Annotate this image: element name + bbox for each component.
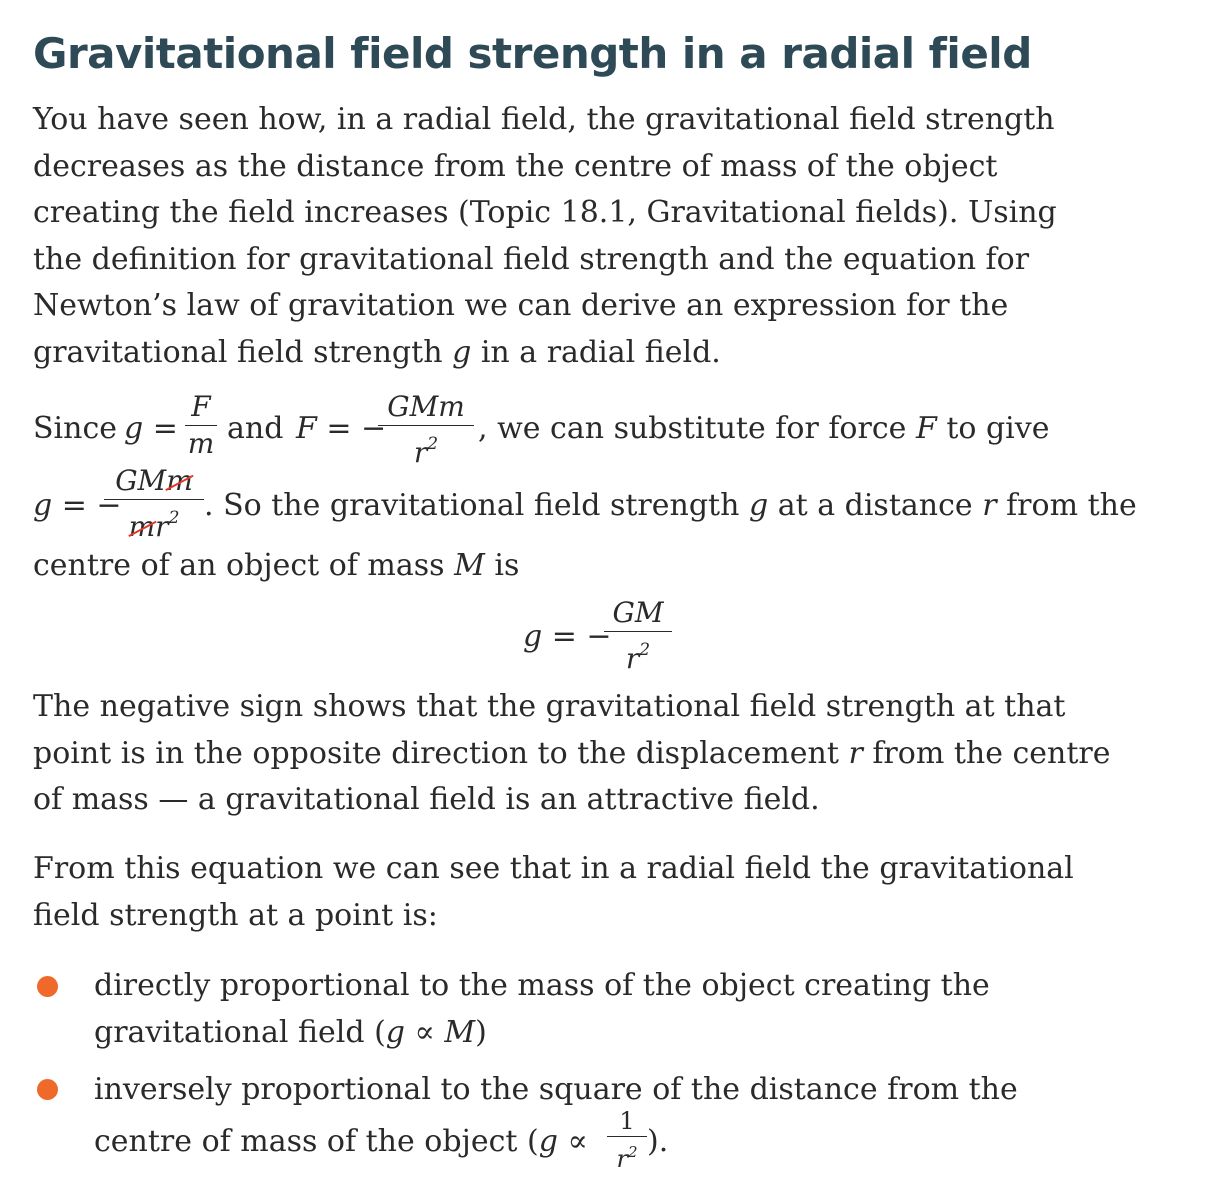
comma-text: , we can substitute for force (478, 411, 907, 446)
fraction-f-over-m (185, 391, 217, 460)
summary-line-1: From this equation we can see that in a radial field the gravitational (33, 851, 1074, 886)
explanation-paragraph (33, 684, 1111, 824)
to-give-text: to give (946, 411, 1050, 446)
fraction-denominator (604, 634, 672, 675)
intro-line-6-post: in a radial field. (471, 334, 721, 370)
at-distance-text: at a distance (777, 488, 973, 523)
intro-line-5: Newton’s law of gravitation we can derive an expression for the (33, 288, 1009, 323)
centre-of-object-text: centre of an object of mass (33, 548, 445, 583)
denominator-exponent: 2 (639, 640, 651, 660)
intro-var-g: g (452, 334, 472, 370)
derivation-so-text (204, 488, 1137, 524)
bullet-1-math: g ∝ M (385, 1014, 476, 1050)
intro-line-6-pre: gravitational field strength (33, 334, 453, 370)
fraction-bar (185, 425, 217, 426)
fraction-numerator: F (191, 390, 211, 423)
derivation-g-equals: g = (124, 411, 178, 446)
denominator-base: r (413, 436, 428, 469)
bullet-point-icon (37, 1079, 58, 1100)
bullet-point-icon (37, 976, 58, 997)
derivation-g-equals-minus: g = − (33, 488, 122, 523)
bullet-2-line-1: inversely proportional to the square of the distance from the (94, 1072, 1018, 1107)
fraction-numerator: 1 (619, 1107, 635, 1135)
derivation-and: and (227, 411, 284, 446)
var-f: F (915, 411, 937, 446)
numerator-gm: GM (115, 464, 167, 497)
bullet-2-line-2-pre: centre of mass of the object ( (94, 1124, 539, 1159)
explanation-line-1: The negative sign shows that the gravitational field strength at that (33, 689, 1066, 724)
bullet-2-fraction (607, 1108, 647, 1172)
intro-line-1: You have seen how, in a radial field, the gravitational field strength (33, 102, 1055, 137)
var-g: g (748, 488, 769, 523)
intro-line-2: decreases as the distance from the centre of mass of the object (33, 148, 998, 184)
cancelled-m-numerator: m (166, 464, 193, 497)
bullet-1-line-1: directly proportional to the mass of the object creating the (94, 968, 990, 1003)
fraction-bar (607, 1136, 647, 1137)
cancelled-m-denominator: m (128, 510, 156, 543)
fraction-bar (104, 499, 204, 500)
is-text: is (494, 548, 520, 583)
denominator-base: r (155, 510, 169, 543)
page-title: Gravitational field strength in a radial field (33, 29, 1032, 78)
denominator-base: r (625, 642, 640, 675)
denominator-exponent: 2 (168, 508, 180, 528)
fraction-denominator (378, 428, 474, 469)
fraction-denominator (607, 1139, 647, 1172)
fraction-bar (378, 425, 474, 426)
intro-line-3: creating the field increases (Topic 18.1, Gravitational fields). Using (33, 195, 1057, 230)
main-equation-lhs: g = − (523, 619, 612, 654)
fraction-gmm-over-r2 (378, 391, 474, 469)
derivation-since: Since (33, 411, 118, 446)
from-the-text: from the (1006, 488, 1137, 523)
explanation-var-r: r (848, 735, 863, 771)
fraction-denominator: m (187, 427, 215, 460)
var-m: M (454, 548, 485, 583)
summary-paragraph (33, 846, 1074, 939)
summary-line-2: field strength at a point is: (33, 897, 438, 933)
fraction-gmm-over-mr2-cancelled (104, 465, 204, 543)
bullet-1-line-2-post: ) (475, 1014, 487, 1050)
fraction-numerator (104, 465, 204, 497)
fraction-bar (604, 631, 672, 632)
intro-line-4: the definition for gravitational field strength and the equation for (33, 241, 1030, 277)
var-r: r (982, 488, 997, 523)
explanation-line-3: of mass — a gravitational field is an attractive field. (33, 782, 820, 817)
derivation-f-equals: F = − (296, 411, 387, 446)
bullet-item-1 (94, 963, 990, 1056)
fraction-denominator (104, 502, 204, 543)
fraction-numerator: GM (612, 596, 664, 629)
denominator-exponent: 2 (427, 434, 439, 454)
bullet-2-line-2-post: ). (647, 1124, 669, 1159)
derivation-comma-text (478, 411, 1049, 447)
main-equation-fraction (604, 597, 672, 675)
denominator-exponent: 2 (627, 1143, 638, 1161)
intro-paragraph (33, 97, 1057, 376)
denominator-base: r (616, 1145, 628, 1173)
bullet-1-line-2-pre: gravitational field ( (94, 1014, 386, 1050)
derivation-line-3 (33, 548, 519, 584)
bullet-2-math: g ∝ (538, 1124, 588, 1159)
fraction-numerator: GMm (387, 390, 465, 423)
explanation-line-2-post: from the centre (872, 735, 1111, 771)
bullet-2-line-2 (94, 1124, 588, 1160)
explanation-line-2-pre: point is in the opposite direction to the displacement (33, 735, 839, 771)
so-text: . So the gravitational field strength (204, 488, 740, 523)
